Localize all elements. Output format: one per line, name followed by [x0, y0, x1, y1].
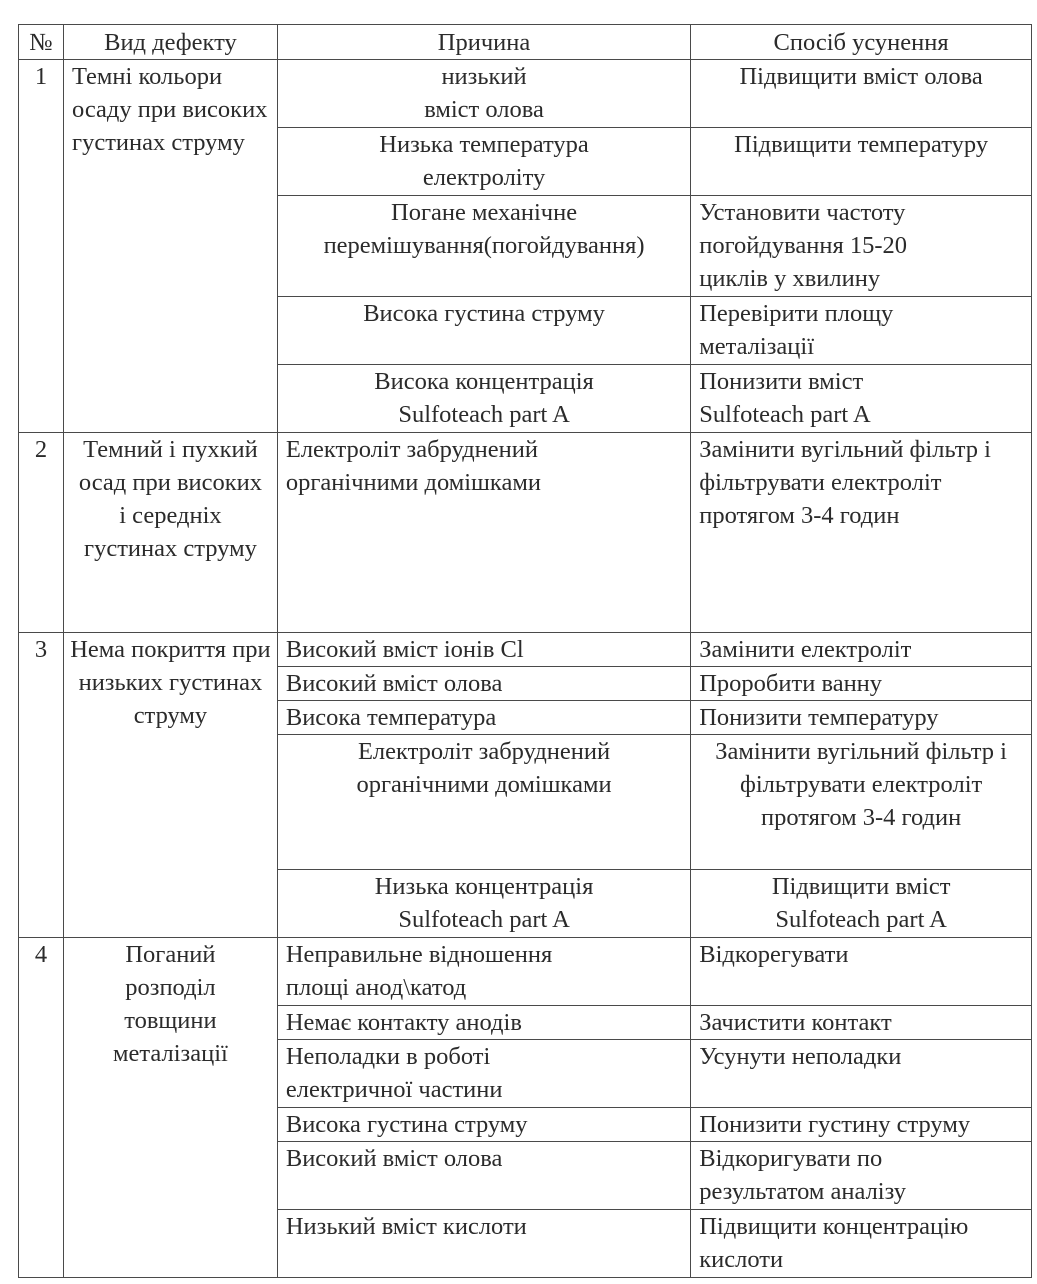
table-row: [19, 433, 1032, 633]
cause-cell: Висока густина струму: [277, 297, 690, 365]
defects-table: [18, 24, 1032, 1278]
cause-cell: Низька концентрація Sulfoteach part A: [277, 870, 690, 938]
fix-cell: Замінити вугільний фільтр і фільтрувати електроліт протягом 3-4 годин: [691, 433, 1032, 633]
fix-cell: Підвищити концентрацію кислоти: [691, 1210, 1032, 1278]
defect-type: Поганий розподіл товщини металізації: [64, 938, 278, 1278]
defect-type: Нема покриття при низьких густинах струму: [64, 633, 278, 938]
row-number: 4: [19, 938, 64, 1278]
cause-cell: Електроліт забруднений органічними домішками: [277, 433, 690, 633]
header-fix: Спосіб усунення: [691, 25, 1032, 60]
cause-cell: Електроліт забруднений органічними домішками: [277, 735, 690, 870]
cause-cell: низький вміст олова: [277, 60, 690, 128]
defect-type: Темні кольори осаду при високих густинах струму: [64, 60, 278, 433]
fix-cell: Відкорегувати: [691, 938, 1032, 1006]
row-number: 1: [19, 60, 64, 433]
fix-cell: Понизити температуру: [691, 701, 1032, 735]
cause-cell: Висока температура: [277, 701, 690, 735]
table-row: [19, 633, 1032, 667]
fix-cell: Підвищити вміст олова: [691, 60, 1032, 128]
row-number: 3: [19, 633, 64, 938]
cause-cell: Високий вміст олова: [277, 1142, 690, 1210]
row-number: 2: [19, 433, 64, 633]
fix-cell: Підвищити температуру: [691, 128, 1032, 196]
fix-cell: Перевірити площу металізації: [691, 297, 1032, 365]
cause-cell: Погане механічне перемішування(погойдування): [277, 196, 690, 297]
fix-cell: Зачистити контакт: [691, 1006, 1032, 1040]
fix-cell: Установити частоту погойдування 15-20 циклів у хвилину: [691, 196, 1032, 297]
cause-cell: Висока концентрація Sulfoteach part A: [277, 365, 690, 433]
fix-cell: Замінити електроліт: [691, 633, 1032, 667]
fix-cell: Проробити ванну: [691, 667, 1032, 701]
fix-cell: Відкоригувати по результатом аналізу: [691, 1142, 1032, 1210]
fix-cell: Підвищити вміст Sulfoteach part A: [691, 870, 1032, 938]
fix-cell: Понизити густину струму: [691, 1108, 1032, 1142]
cause-cell: Високий вміст олова: [277, 667, 690, 701]
cause-cell: Низький вміст кислоти: [277, 1210, 690, 1278]
cause-cell: Неполадки в роботі електричної частини: [277, 1040, 690, 1108]
fix-cell: Усунути неполадки: [691, 1040, 1032, 1108]
cause-cell: Низька температура електроліту: [277, 128, 690, 196]
header-cause: Причина: [277, 25, 690, 60]
table-row: [19, 60, 1032, 128]
cause-cell: Немає контакту анодів: [277, 1006, 690, 1040]
header-num: №: [19, 25, 64, 60]
fix-cell: Замінити вугільний фільтр і фільтрувати електроліт протягом 3-4 годин: [691, 735, 1032, 870]
header-row: [19, 25, 1032, 60]
cause-cell: Високий вміст іонів Cl: [277, 633, 690, 667]
fix-cell: Понизити вміст Sulfoteach part A: [691, 365, 1032, 433]
table-row: [19, 938, 1032, 1006]
defect-type: Темний і пухкий осад при високих і середніх густинах струму: [64, 433, 278, 633]
cause-cell: Висока густина струму: [277, 1108, 690, 1142]
header-defect: Вид дефекту: [64, 25, 278, 60]
cause-cell: Неправильне відношення площі анод\катод: [277, 938, 690, 1006]
